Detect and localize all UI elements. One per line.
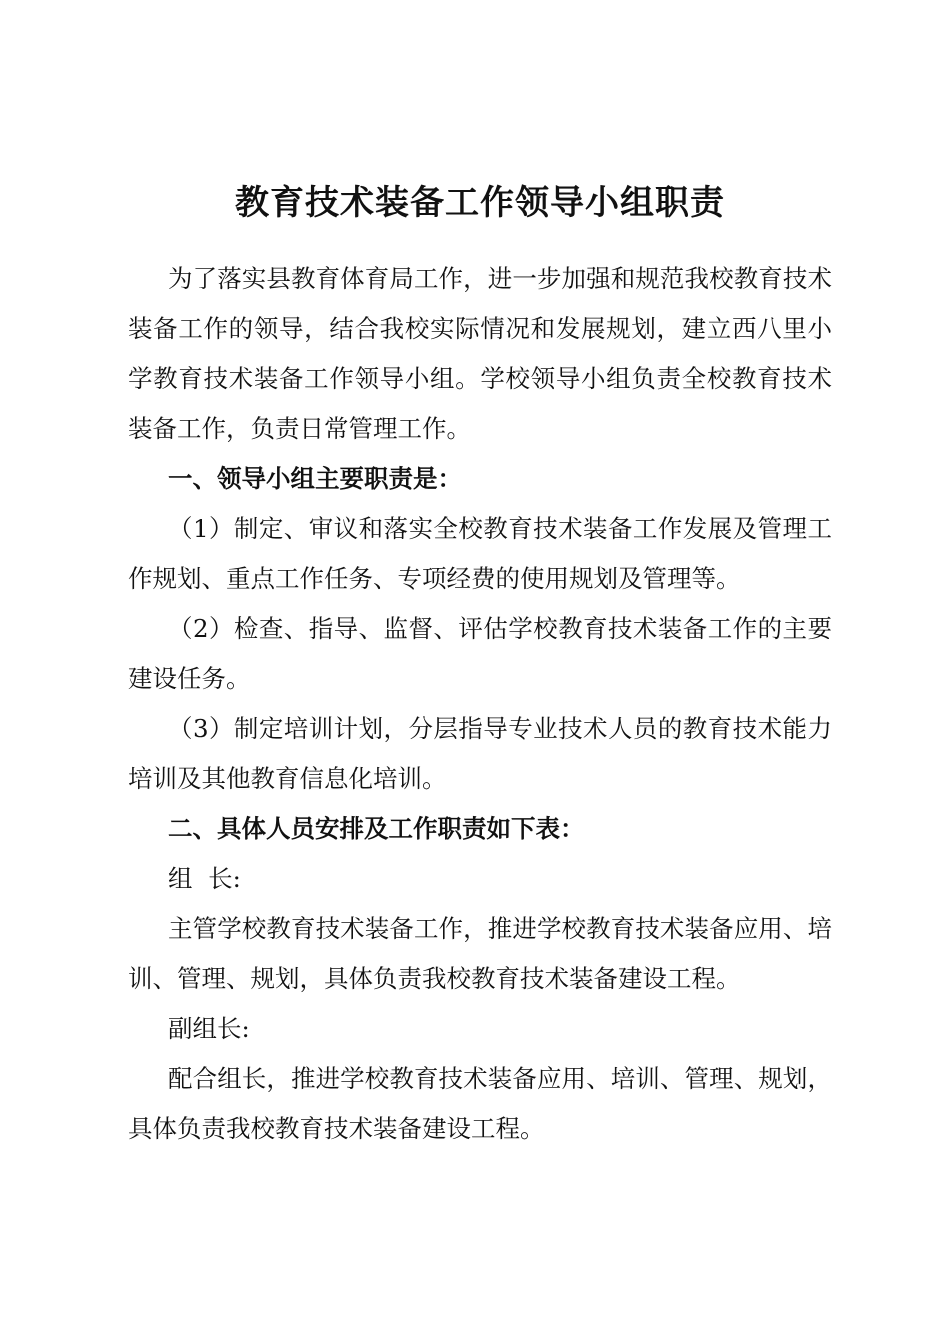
section-1-heading: 一、领导小组主要职责是： — [168, 464, 462, 493]
role-label-deputy: 副组长: — [168, 1014, 250, 1043]
document-title: 教育技术装备工作领导小组职责 — [235, 183, 725, 223]
intro-paragraph: 为了落实县教育体育局工作，进一步加强和规范我校教育技术装备工作的领导，结合我校实际情况和发展规划，建立西八里小学教育技术装备工作领导小组。学校领导小组负责全校教育技术装备工作，负责日常管理工作。 — [128, 264, 832, 443]
section-2-heading: 二、具体人员安排及工作职责如下表： — [168, 814, 585, 843]
role-label-leader: 组 长: — [168, 864, 241, 893]
role-duty-deputy: 配合组长，推进学校教育技术装备应用、培训、管理、规划，具体负责我校教育技术装备建设工程。 — [128, 1064, 832, 1143]
duty-item-3: （3）制定培训计划，分层指导专业技术人员的教育技术能力培训及其他教育信息化培训。 — [128, 714, 832, 793]
duty-item-1: （1）制定、审议和落实全校教育技术装备工作发展及管理工作规划、重点工作任务、专项经费的使用规划及管理等。 — [128, 514, 832, 593]
duty-item-2: （2）检查、指导、监督、评估学校教育技术装备工作的主要建设任务。 — [128, 614, 832, 693]
role-duty-leader: 主管学校教育技术装备工作，推进学校教育技术装备应用、培训、管理、规划，具体负责我校教育技术装备建设工程。 — [128, 914, 832, 993]
